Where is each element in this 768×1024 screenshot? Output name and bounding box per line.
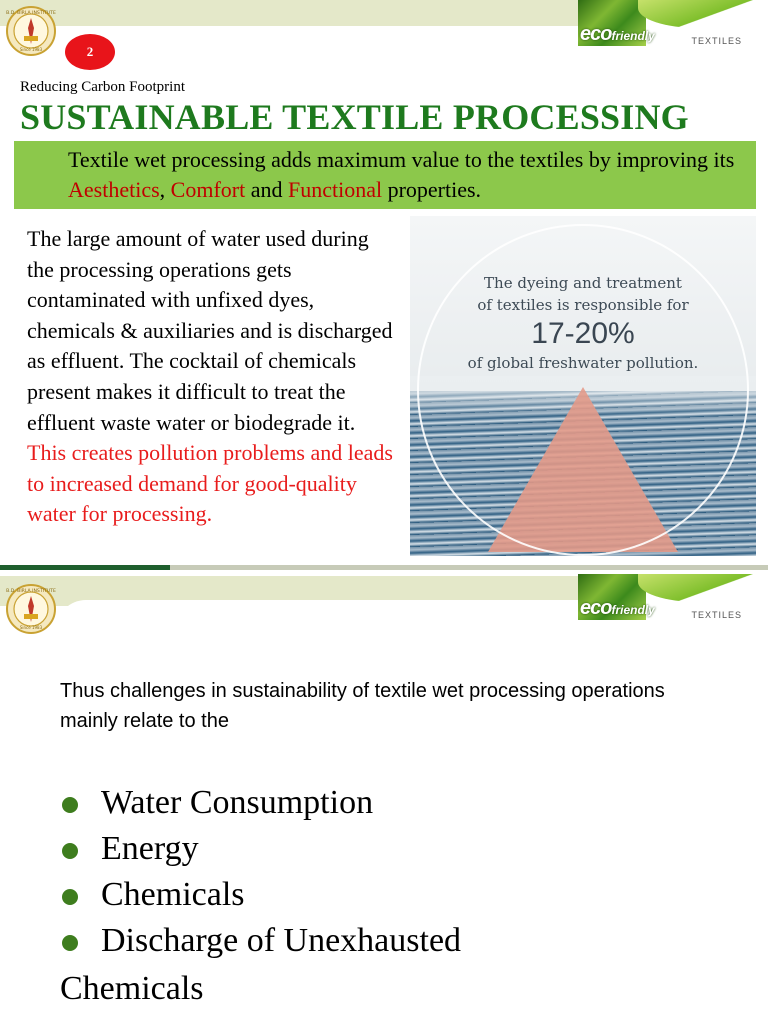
comfort-keyword: Comfort [170,177,246,202]
highlight-box [14,141,756,209]
institute-logo [6,6,56,56]
infographic-text [410,272,756,374]
list-item: Chemicals [60,872,461,918]
body-red-text: This creates pollution problems and leads to increased demand for good-quality water for processing. [27,440,393,527]
slide-2 [0,570,768,1024]
functional-keyword: Functional [287,177,383,202]
body-paragraph [27,224,399,530]
logo-institute-text: B.D. BIRLA INSTITUTE [6,11,56,16]
eco-word: eco [580,597,612,619]
infographic-stat: 17-20% [531,317,635,350]
slide-title: SUSTAINABLE TEXTILE PROCESSING [20,97,689,137]
friendly-word: friendly [611,603,655,617]
textiles-label: TEXTILES [691,36,742,46]
list-item: Water Consumption [60,780,461,826]
eco-friendly-logo [580,23,655,46]
and-text: and [245,177,288,202]
highlight-text: Textile wet processing adds maximum value to the textiles by improving its [68,147,735,172]
infographic-line-1: The dyeing and treatment [484,274,682,292]
eco-word: eco [580,23,612,45]
institute-logo [6,584,56,634]
challenges-list [60,780,461,964]
properties-text: properties. [382,177,482,202]
slide-number-badge: 2 [65,34,115,70]
eco-friendly-banner [578,574,768,620]
logo-since-text: Since 1983 [19,625,43,630]
infographic-line-3: of global freshwater pollution. [467,354,699,372]
friendly-word: friendly [611,29,655,43]
infographic-line-2: of textiles is responsible for [477,296,689,314]
list-item: Discharge of Unexhausted [60,918,461,964]
green-swoosh-icon [638,574,768,602]
body-normal-text: The large amount of water used during the processing operations gets contaminated with unfixed dyes, chemicals & auxiliaries and is discharged as effluent. The cocktail of chemicals present makes it difficult to treat the effluent waste water or biodegrade it. [27,226,393,435]
slide-subtitle: Reducing Carbon Footprint [20,79,185,95]
list-item: Energy [60,826,461,872]
logo-institute-text: B.D. BIRLA INSTITUTE [6,589,56,594]
comma-text: , [159,177,171,202]
pollution-infographic [410,216,756,556]
textiles-label: TEXTILES [691,610,742,620]
eco-friendly-banner [578,0,768,46]
green-swoosh-icon [638,0,768,28]
intro-text: Thus challenges in sustainability of textile wet processing operations mainly relate to the [60,680,665,732]
eco-friendly-logo [580,597,655,620]
aesthetics-keyword: Aesthetics [68,177,160,202]
logo-since-text: Since 1983 [19,47,43,52]
list-item-continuation: Chemicals [60,970,204,1007]
